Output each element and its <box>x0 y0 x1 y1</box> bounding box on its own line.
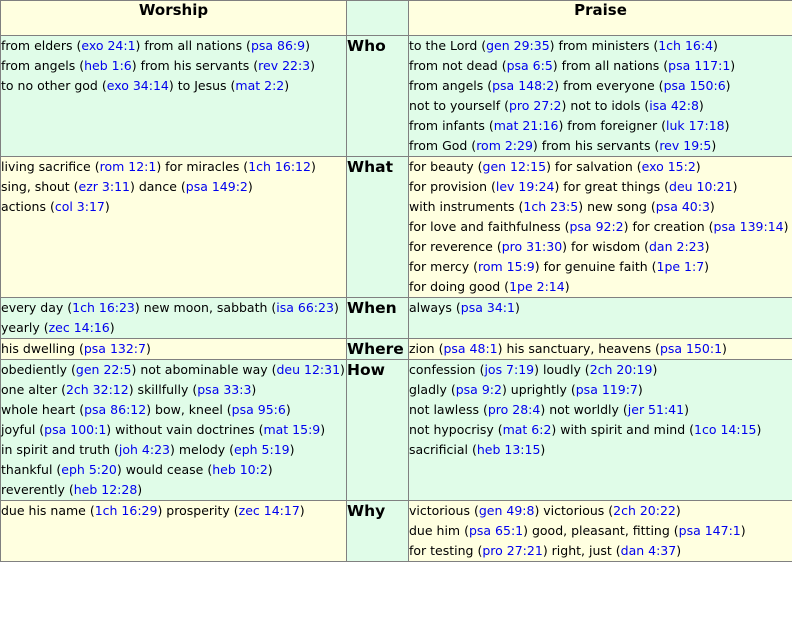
scripture-link[interactable]: pro 28:4 <box>487 402 541 417</box>
scripture-link[interactable]: dan 4:37 <box>620 543 677 558</box>
line-text: for reverence ( <box>409 239 502 254</box>
line-text: ) from ministers ( <box>549 38 659 53</box>
line-text: actions ( <box>1 199 55 214</box>
praise-line <box>409 217 792 237</box>
line-text: ) for great things ( <box>554 179 670 194</box>
worship-cell <box>1 36 347 157</box>
line-text: ) <box>333 300 339 315</box>
line-text: ) new moon, sabbath ( <box>134 300 277 315</box>
line-text: ) for genuine faith ( <box>534 259 657 274</box>
scripture-link[interactable]: psa 119:7 <box>575 382 638 397</box>
line-text: ) for creation ( <box>623 219 714 234</box>
scripture-link[interactable]: rom 15:9 <box>478 259 535 274</box>
line-text: from angels ( <box>1 58 85 73</box>
praise-line <box>409 257 792 277</box>
line-text: ) <box>540 442 546 457</box>
praise-header: Praise <box>409 1 792 36</box>
scripture-link[interactable]: rom 12:1 <box>99 159 157 174</box>
scripture-link[interactable]: deu 10:21 <box>669 179 733 194</box>
praise-line <box>409 277 792 297</box>
scripture-link[interactable]: 1ch 16:23 <box>72 300 135 315</box>
line-text: victorious ( <box>409 503 479 518</box>
scripture-link[interactable]: heb 12:28 <box>73 482 138 497</box>
line-text: always ( <box>409 300 461 315</box>
scripture-link[interactable]: deu 12:31 <box>276 362 341 377</box>
line-text: ) <box>289 442 295 457</box>
line-text: ) <box>310 159 316 174</box>
praise-line <box>409 501 792 521</box>
scripture-link[interactable]: psa 150:1 <box>659 341 723 356</box>
row-label: When <box>347 298 409 339</box>
line-text: ) <box>564 279 570 294</box>
scripture-link[interactable]: rev 19:5 <box>659 138 712 153</box>
scripture-link[interactable]: psa 86:12 <box>84 402 147 417</box>
line-text: ) new song ( <box>578 199 656 214</box>
scripture-link[interactable]: gen 49:8 <box>478 503 535 518</box>
line-text: for beauty ( <box>409 159 483 174</box>
line-text: ) from his servants ( <box>532 138 660 153</box>
worship-line <box>1 501 346 521</box>
table-row-how <box>1 360 792 501</box>
line-text: ) <box>725 78 731 93</box>
line-text: ) with spirit and mind ( <box>551 422 695 437</box>
line-text: obediently ( <box>1 362 76 377</box>
worship-line <box>1 298 346 318</box>
line-text: ) <box>251 382 257 397</box>
worship-cell <box>1 298 347 339</box>
line-text: due him ( <box>409 523 469 538</box>
praise-cell <box>409 157 792 298</box>
praise-line <box>409 177 792 197</box>
line-text: for doing good ( <box>409 279 510 294</box>
line-text: ) not abominable way ( <box>131 362 277 377</box>
scripture-link[interactable]: jos 7:19 <box>484 362 535 377</box>
line-text: sing, shout ( <box>1 179 79 194</box>
praise-line <box>409 521 792 541</box>
row-label: How <box>347 360 409 501</box>
scripture-link[interactable]: mat 6:2 <box>502 422 552 437</box>
scripture-link[interactable]: zec 14:16 <box>48 320 110 335</box>
worship-header: Worship <box>1 1 347 36</box>
praise-line <box>409 56 792 76</box>
line-text: ) not to idols ( <box>561 98 650 113</box>
table-row-who <box>1 36 792 157</box>
line-text: ) from foreigner ( <box>558 118 666 133</box>
line-text: ) from all nations ( <box>135 38 251 53</box>
line-text: not hypocrisy ( <box>409 422 503 437</box>
line-text: ) loudly ( <box>534 362 590 377</box>
praise-line <box>409 96 792 116</box>
line-text: ) <box>104 199 110 214</box>
scripture-link[interactable]: pro 27:2 <box>509 98 562 113</box>
scripture-link[interactable]: zec 14:17 <box>238 503 300 518</box>
line-text: ) to Jesus ( <box>168 78 236 93</box>
scripture-link[interactable]: 2ch 32:12 <box>65 382 129 397</box>
scripture-link[interactable]: eph 5:20 <box>61 462 117 477</box>
scripture-link[interactable]: 2ch 20:19 <box>589 362 653 377</box>
line-text: ) <box>713 38 718 53</box>
scripture-link[interactable]: ezr 3:11 <box>78 179 130 194</box>
line-text: whole heart ( <box>1 402 85 417</box>
line-text: ) <box>284 78 290 93</box>
line-text: for love and faithfulness ( <box>409 219 570 234</box>
scripture-link[interactable]: pro 27:21 <box>482 543 543 558</box>
line-text: ) <box>285 402 291 417</box>
line-text: ) from everyone ( <box>554 78 664 93</box>
scripture-link[interactable]: 1pe 1:7 <box>656 259 705 274</box>
line-text: every day ( <box>1 300 73 315</box>
line-text: ) <box>711 138 717 153</box>
scripture-link[interactable]: psa 139:14 <box>713 219 784 234</box>
line-text: ) <box>340 362 345 377</box>
scripture-link[interactable]: psa 48:1 <box>443 341 498 356</box>
worship-line <box>1 157 346 177</box>
line-text: ) for miracles ( <box>156 159 249 174</box>
praise-line <box>409 136 792 156</box>
praise-line <box>409 298 792 318</box>
line-text: ) good, pleasant, fitting ( <box>523 523 679 538</box>
scripture-link[interactable]: psa 148:2 <box>492 78 555 93</box>
line-text: ) <box>704 259 710 274</box>
scripture-link[interactable]: 2ch 20:22 <box>613 503 676 518</box>
line-text: to no other god ( <box>1 78 107 93</box>
line-text: ) <box>305 38 310 53</box>
line-text: ) <box>704 239 710 254</box>
praise-line <box>409 420 792 440</box>
scripture-link[interactable]: psa 33:3 <box>197 382 252 397</box>
line-text: for testing ( <box>409 543 483 558</box>
scripture-link[interactable]: luk 17:18 <box>665 118 725 133</box>
row-label: Who <box>347 36 409 157</box>
scripture-link[interactable]: mat 21:16 <box>493 118 559 133</box>
line-text: ) bow, kneel ( <box>146 402 232 417</box>
row-label: What <box>347 157 409 298</box>
scripture-link[interactable]: exo 34:14 <box>106 78 169 93</box>
line-text: ) <box>514 300 520 315</box>
worship-line <box>1 177 346 197</box>
worship-line <box>1 339 346 359</box>
line-text: due his name ( <box>1 503 95 518</box>
praise-cell <box>409 339 792 360</box>
worship-cell <box>1 501 347 562</box>
scripture-link[interactable]: heb 1:6 <box>84 58 132 73</box>
scripture-link[interactable]: psa 95:6 <box>231 402 286 417</box>
scripture-link[interactable]: eph 5:19 <box>234 442 290 457</box>
line-text: ) would cease ( <box>116 462 213 477</box>
scripture-link[interactable]: psa 147:1 <box>678 523 741 538</box>
praise-line <box>409 541 792 561</box>
scripture-link[interactable]: gen 12:15 <box>482 159 547 174</box>
line-text: ) <box>698 98 704 113</box>
row-label: Where <box>347 339 409 360</box>
line-text: with instruments ( <box>409 199 524 214</box>
table-body <box>1 36 792 562</box>
line-text: ) <box>724 118 730 133</box>
line-text: yearly ( <box>1 320 49 335</box>
line-text: ) <box>320 422 326 437</box>
worship-cell <box>1 339 347 360</box>
line-text: ) <box>247 179 253 194</box>
scripture-link[interactable]: joh 4:23 <box>118 442 170 457</box>
line-text: ) <box>137 482 143 497</box>
line-text: ) uprightly ( <box>501 382 576 397</box>
scripture-link[interactable]: 1ch 23:5 <box>523 199 579 214</box>
praise-line <box>409 380 792 400</box>
line-text: ) <box>695 159 701 174</box>
line-text: ) for wisdom ( <box>562 239 649 254</box>
scripture-link[interactable]: gen 29:35 <box>486 38 550 53</box>
line-text: ) <box>145 341 151 356</box>
scripture-link[interactable]: gen 22:5 <box>75 362 132 377</box>
worship-line <box>1 380 346 400</box>
praise-line <box>409 116 792 136</box>
scripture-link[interactable]: psa 92:2 <box>569 219 624 234</box>
line-text: in spirit and truth ( <box>1 442 119 457</box>
scripture-link[interactable]: psa 117:1 <box>668 58 731 73</box>
line-text: ) <box>732 179 738 194</box>
line-text: ) without vain doctrines ( <box>106 422 264 437</box>
scripture-link[interactable]: 1ch 16:29 <box>94 503 158 518</box>
scripture-link[interactable]: dan 2:23 <box>649 239 705 254</box>
scripture-link[interactable]: psa 65:1 <box>468 523 524 538</box>
line-text: ) for salvation ( <box>546 159 642 174</box>
worship-line <box>1 420 346 440</box>
scripture-link[interactable]: psa 149:2 <box>185 179 248 194</box>
line-text: not lawless ( <box>409 402 488 417</box>
worship-cell <box>1 360 347 501</box>
line-text: to the Lord ( <box>409 38 487 53</box>
scripture-link[interactable]: psa 132:7 <box>83 341 146 356</box>
praise-line <box>409 197 792 217</box>
worship-line <box>1 56 346 76</box>
line-text: ) <box>730 58 736 73</box>
scripture-link[interactable]: 1ch 16:4 <box>658 38 714 53</box>
praise-cell <box>409 501 792 562</box>
row-label: Why <box>347 501 409 562</box>
scripture-link[interactable]: heb 13:15 <box>476 442 541 457</box>
line-text: ) <box>299 503 305 518</box>
line-text: ) prosperity ( <box>157 503 239 518</box>
line-text: ) <box>310 58 316 73</box>
scripture-link[interactable]: psa 40:3 <box>655 199 710 214</box>
table-row-when <box>1 298 792 339</box>
scripture-link[interactable]: psa 9:2 <box>455 382 502 397</box>
worship-line <box>1 400 346 420</box>
line-text: ) <box>709 199 715 214</box>
line-text: not to yourself ( <box>409 98 509 113</box>
praise-line <box>409 36 792 56</box>
line-text: ) skillfully ( <box>128 382 198 397</box>
line-text: ) <box>783 219 789 234</box>
praise-line <box>409 76 792 96</box>
scripture-link[interactable]: isa 66:23 <box>276 300 334 315</box>
line-text: ) <box>684 402 689 417</box>
line-text: ) <box>740 523 746 538</box>
line-text: ) <box>267 462 273 477</box>
scripture-link[interactable]: psa 34:1 <box>460 300 515 315</box>
line-text: thankful ( <box>1 462 62 477</box>
scripture-link[interactable]: heb 10:2 <box>212 462 268 477</box>
scripture-link[interactable]: rev 22:3 <box>258 58 311 73</box>
scripture-link[interactable]: psa 86:9 <box>250 38 306 53</box>
praise-line <box>409 360 792 380</box>
scripture-link[interactable]: isa 42:8 <box>649 98 699 113</box>
line-text: gladly ( <box>409 382 456 397</box>
line-text: ) victorious ( <box>534 503 614 518</box>
scripture-link[interactable]: pro 31:30 <box>501 239 563 254</box>
scripture-link[interactable]: jer 51:41 <box>627 402 685 417</box>
scripture-link[interactable]: lev 19:24 <box>495 179 555 194</box>
line-text: for provision ( <box>409 179 496 194</box>
line-text: from not dead ( <box>409 58 507 73</box>
worship-line <box>1 76 346 96</box>
line-text: ) right, just ( <box>542 543 621 558</box>
worship-line <box>1 480 346 500</box>
line-text: ) <box>722 341 727 356</box>
line-text: ) melody ( <box>170 442 235 457</box>
scripture-link[interactable]: 1pe 2:14 <box>509 279 565 294</box>
praise-cell <box>409 298 792 339</box>
line-text: from elders ( <box>1 38 82 53</box>
praise-cell <box>409 360 792 501</box>
line-text: ) from all nations ( <box>552 58 669 73</box>
line-text: ) <box>756 422 762 437</box>
worship-line <box>1 460 346 480</box>
line-text: from infants ( <box>409 118 494 133</box>
header-row <box>1 1 792 36</box>
line-text: his dwelling ( <box>1 341 84 356</box>
line-text: ) <box>109 320 115 335</box>
scripture-link[interactable]: mat 15:9 <box>263 422 321 437</box>
middle-header <box>347 1 409 36</box>
line-text: ) <box>675 503 681 518</box>
worship-line <box>1 36 346 56</box>
line-text: from God ( <box>409 138 477 153</box>
worship-line <box>1 360 346 380</box>
praise-line <box>409 237 792 257</box>
table-row-where <box>1 339 792 360</box>
line-text: ) <box>652 362 658 377</box>
praise-line <box>409 440 792 460</box>
line-text: from angels ( <box>409 78 493 93</box>
line-text: zion ( <box>409 341 444 356</box>
line-text: living sacrifice ( <box>1 159 100 174</box>
line-text: ) <box>676 543 682 558</box>
scripture-link[interactable]: rom 2:29 <box>476 138 533 153</box>
scripture-link[interactable]: 1co 14:15 <box>694 422 757 437</box>
line-text: ) dance ( <box>129 179 186 194</box>
line-text: ) <box>637 382 643 397</box>
scripture-link[interactable]: col 3:17 <box>54 199 105 214</box>
line-text: for mercy ( <box>409 259 479 274</box>
praise-line <box>409 339 792 359</box>
scripture-link[interactable]: psa 150:6 <box>663 78 726 93</box>
line-text: ) from his servants ( <box>131 58 259 73</box>
praise-line <box>409 400 792 420</box>
line-text: confession ( <box>409 362 485 377</box>
line-text: joyful ( <box>1 422 45 437</box>
worship-line <box>1 440 346 460</box>
worship-line <box>1 318 346 338</box>
scripture-link[interactable]: exo 15:2 <box>641 159 696 174</box>
table-row-why <box>1 501 792 562</box>
worship-line <box>1 197 346 217</box>
scripture-link[interactable]: psa 6:5 <box>506 58 553 73</box>
praise-cell <box>409 36 792 157</box>
line-text: ) not worldly ( <box>540 402 628 417</box>
line-text: ) his sanctuary, heavens ( <box>497 341 660 356</box>
scripture-link[interactable]: 1ch 16:12 <box>248 159 311 174</box>
line-text: reverently ( <box>1 482 74 497</box>
line-text: sacrificial ( <box>409 442 477 457</box>
worship-cell <box>1 157 347 298</box>
praise-line <box>409 157 792 177</box>
table-row-what <box>1 157 792 298</box>
scripture-link[interactable]: exo 24:1 <box>81 38 136 53</box>
scripture-link[interactable]: mat 2:2 <box>235 78 285 93</box>
line-text: one alter ( <box>1 382 66 397</box>
scripture-link[interactable]: psa 100:1 <box>44 422 107 437</box>
